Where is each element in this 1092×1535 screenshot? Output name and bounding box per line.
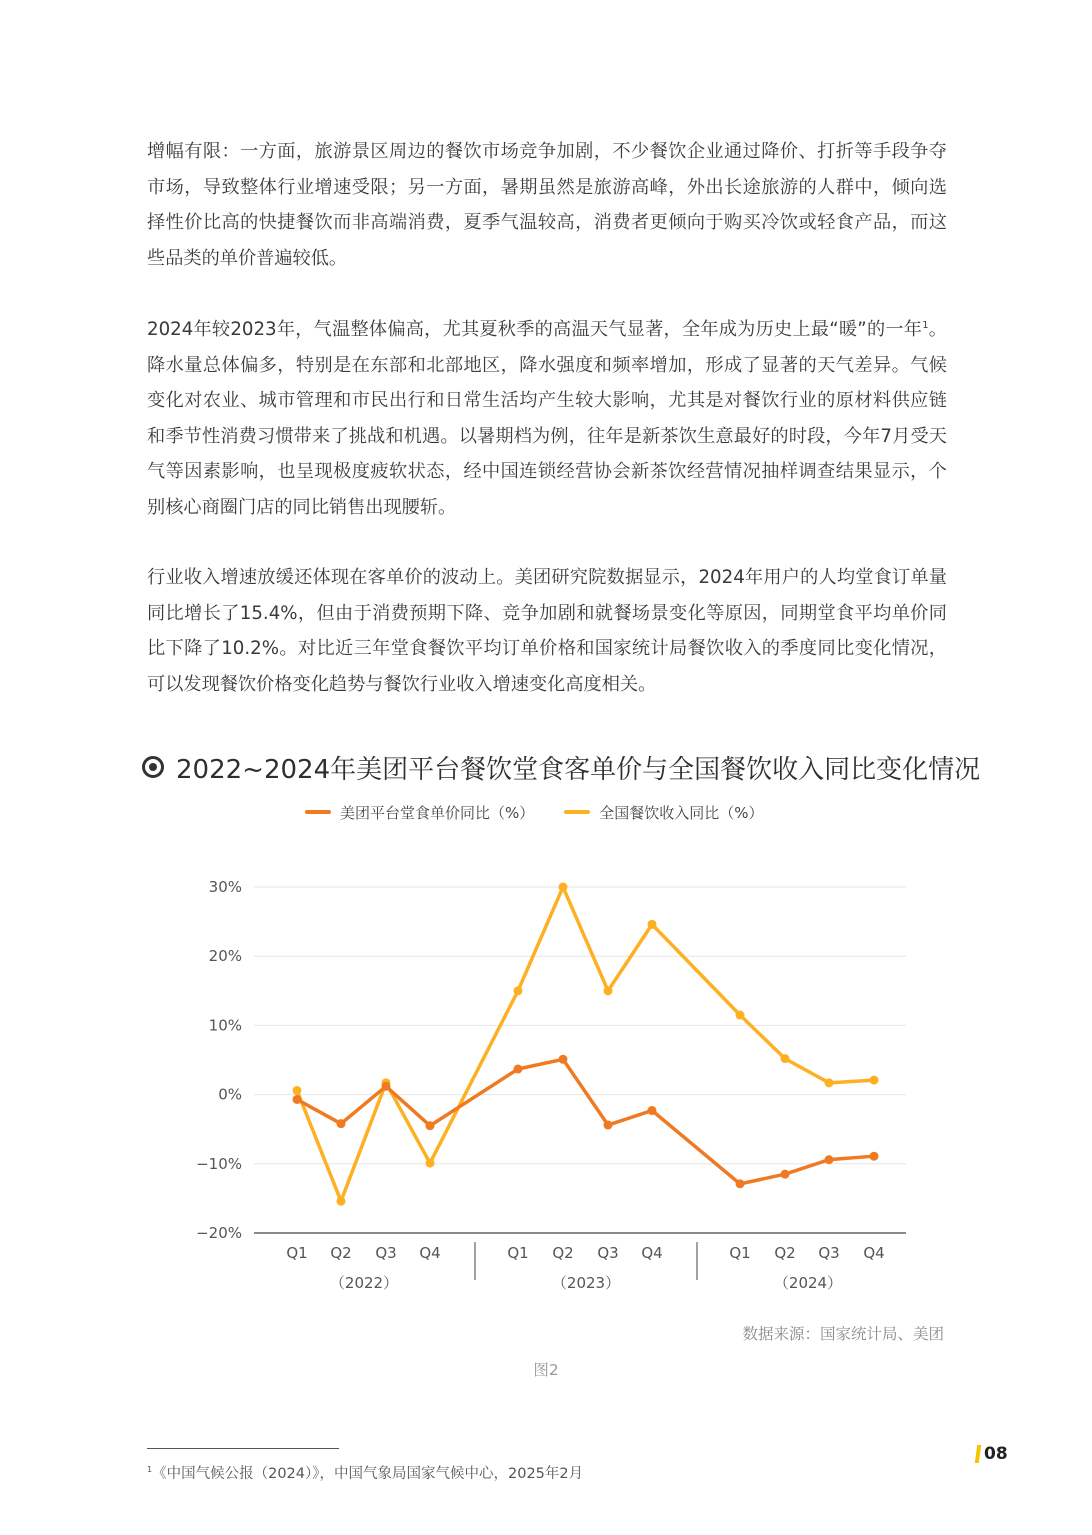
data-point-series-0 [559, 1055, 568, 1064]
body-paragraph-1: 增幅有限：一方面，旅游景区周边的餐饮市场竞争加剧，不少餐饮企业通过降价、打折等手段争夺市场，导致整体行业增速受限；另一方面，暑期虽然是旅游高峰，外出长途旅游的人群中，倾向选择性价比高的快捷餐饮而非高端消费，夏季气温较高，消费者更倾向于购买冷饮或轻食产品，而这些品类的单价普遍较低。 [147, 141, 947, 269]
footnote-divider [147, 1448, 339, 1449]
x-group-label: （2024） [773, 1274, 843, 1292]
x-tick-label: Q2 [552, 1244, 574, 1262]
x-tick-label: Q3 [375, 1244, 397, 1262]
y-tick-label: 0% [218, 1085, 242, 1104]
paragraph-2-text-a: 2024年较2023年，气温整体偏高，尤其夏秋季的高温天气显著，全年成为历史上最“暖”的一年 [147, 319, 923, 340]
y-tick-label: 10% [208, 1016, 242, 1035]
data-point-series-0 [293, 1095, 302, 1104]
legend-swatch-national [564, 810, 590, 814]
data-point-series-0 [604, 1121, 613, 1130]
data-point-series-1 [426, 1159, 435, 1168]
data-point-series-0 [514, 1064, 523, 1073]
x-tick-label: Q4 [419, 1244, 441, 1262]
y-tick-label: −10% [196, 1154, 242, 1173]
footnote-text: 《中国气候公报（2024）》，中国气象局国家气候中心，2025年2月 [152, 1466, 584, 1482]
legend-label-meituan: 美团平台堂食单价同比（%） [340, 803, 535, 822]
data-point-series-1 [337, 1197, 346, 1206]
data-point-series-0 [870, 1152, 879, 1161]
x-tick-label: Q1 [729, 1244, 751, 1262]
data-point-series-1 [648, 920, 657, 929]
data-point-series-1 [293, 1086, 302, 1095]
x-tick-label: Q3 [597, 1244, 619, 1262]
paragraph-2-text-b: 。降水量总体偏多，特别是在东部和北部地区，降水强度和频率增加，形成了显著的天气差异。气候变化对农业、城市管理和市民出行和日常生活均产生较大影响，尤其是对餐饮行业的原材料供应链和季节性消费习惯带来了挑战和机遇。以暑期档为例，往年是新茶饮生意最好的时段，今年7月受天气等因素影响，也呈现极度疲软状态，经中国连锁经营协会新茶饮经营情况抽样调查结果显示，个别核心商圈门店的同比销售出现腰斩。 [147, 319, 947, 518]
data-point-series-0 [426, 1121, 435, 1130]
series-line-1 [297, 887, 874, 1201]
body-paragraph-2 [147, 312, 947, 525]
x-tick-label: Q4 [641, 1244, 663, 1262]
data-point-series-1 [604, 986, 613, 995]
x-tick-label: Q2 [774, 1244, 796, 1262]
chart-legend [305, 800, 764, 824]
data-source: 数据来源：国家统计局、美团 [742, 1325, 944, 1343]
x-group-label: （2023） [551, 1274, 621, 1292]
x-tick-label: Q4 [863, 1244, 885, 1262]
data-point-series-1 [559, 883, 568, 892]
legend-label-national: 全国餐饮收入同比（%） [599, 803, 764, 822]
chart-title: 2022~2024年美团平台餐饮堂食客单价与全国餐饮收入同比变化情况 [176, 754, 981, 785]
data-point-series-0 [648, 1106, 657, 1115]
legend-swatch-meituan [305, 810, 331, 814]
x-tick-label: Q1 [286, 1244, 308, 1262]
x-tick-label: Q1 [507, 1244, 529, 1262]
x-tick-label: Q3 [818, 1244, 840, 1262]
data-point-series-1 [781, 1054, 790, 1063]
page-number: 08 [984, 1444, 1008, 1464]
footnote-reference: 1 [922, 319, 929, 331]
y-tick-label: 30% [208, 878, 242, 896]
x-group-label: （2022） [329, 1274, 399, 1292]
data-point-series-0 [382, 1082, 391, 1091]
data-point-series-1 [514, 986, 523, 995]
page-number-block [976, 1444, 1008, 1464]
series-line-0 [297, 1059, 874, 1184]
legend-item-national [564, 802, 763, 823]
y-tick-label: 20% [208, 947, 242, 966]
body-paragraph-3: 行业收入增速放缓还体现在客单价的波动上。美团研究院数据显示，2024年用户的人均堂食订单量同比增长了15.4%，但由于消费预期下降、竞争加剧和就餐场景变化等原因，同期堂食平均单价同比下降了10.2%。对比近三年堂食餐饮平均订单价格和国家统计局餐饮收入的季度同比变化情况，可以发现餐饮价格变化趋势与餐饮行业收入增速变化高度相关。 [147, 567, 947, 695]
footnote-mark: 1 [147, 1465, 153, 1475]
data-point-series-1 [736, 1011, 745, 1020]
data-point-series-0 [781, 1170, 790, 1179]
page-accent-bar [975, 1445, 982, 1463]
line-chart [190, 860, 930, 1300]
legend-item-meituan [305, 802, 534, 823]
data-point-series-0 [337, 1119, 346, 1128]
chart-heading [142, 747, 980, 787]
x-tick-label: Q2 [330, 1244, 352, 1262]
footnote [147, 1462, 583, 1483]
data-point-series-1 [825, 1078, 834, 1087]
figure-label: 图2 [533, 1361, 559, 1379]
data-point-series-0 [825, 1155, 834, 1164]
target-bullet-icon [142, 756, 164, 778]
y-tick-label: −20% [196, 1224, 242, 1242]
data-point-series-1 [870, 1076, 879, 1085]
data-point-series-0 [736, 1179, 745, 1188]
